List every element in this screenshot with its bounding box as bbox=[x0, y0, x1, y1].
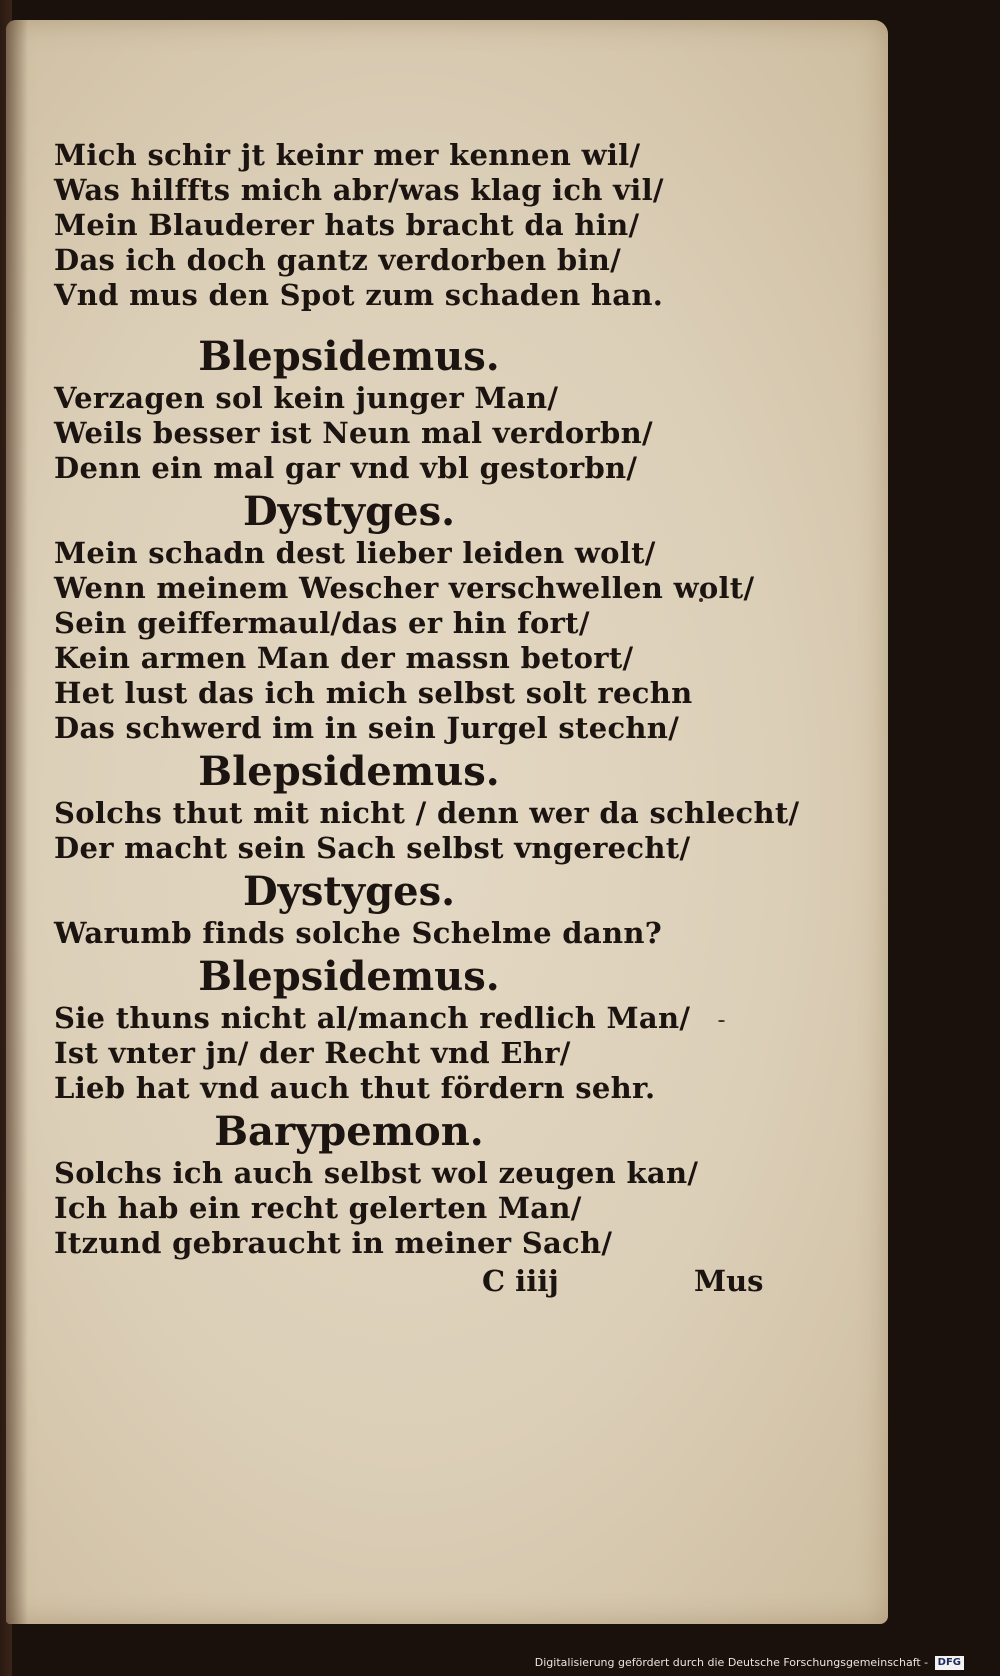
speaker-heading: Blepsidemus. bbox=[198, 333, 500, 380]
verse-line: Das ich doch gantz verdorben bin/ bbox=[54, 243, 622, 277]
verse-line: Vnd mus den Spot zum schaden han. bbox=[54, 278, 664, 312]
speaker-heading: Dystyges. bbox=[242, 488, 456, 535]
verse-line: Warumb finds solche Schelme dann? bbox=[54, 916, 663, 950]
verse-line: Het lust das ich mich selbst solt rechn bbox=[54, 676, 693, 710]
speaker-heading: Dystyges. bbox=[242, 868, 456, 915]
speaker-heading: Blepsidemus. bbox=[198, 748, 500, 795]
book-page bbox=[6, 20, 888, 1624]
verse-line: Sein geiffermaul/das er hin fort/ bbox=[54, 606, 590, 640]
verse-line: Wenn meinem Wescher verschwellen wolt/ bbox=[54, 571, 755, 605]
verse-line: Mich schir jt keinr mer kennen wil/ bbox=[54, 138, 641, 172]
verse-block-3 bbox=[54, 536, 854, 746]
catchword: Mus bbox=[694, 1264, 764, 1298]
verse-line: Solchs thut mit nicht / denn wer da schlecht/ bbox=[54, 796, 800, 830]
digitization-credit bbox=[535, 1654, 964, 1672]
page-footer bbox=[54, 1261, 854, 1301]
verse-line: Was hilffts mich abr/was klag ich vil/ bbox=[54, 173, 664, 207]
verse-block-2 bbox=[54, 381, 854, 486]
verse-line: Sie thuns nicht al/manch redlich Man/ bbox=[54, 1001, 691, 1035]
verse-line: Kein armen Man der massn betort/ bbox=[54, 641, 634, 675]
verse-line: Das schwerd im in sein Jurgel stechn/ bbox=[54, 711, 680, 745]
verse-line: Mein Blauderer hats bracht da hin/ bbox=[54, 208, 640, 242]
verse-line: Weils besser ist Neun mal verdorbn/ bbox=[54, 416, 653, 450]
credit-text: Digitalisierung gefördert durch die Deutsche Forschungsgemeinschaft - bbox=[534, 1656, 929, 1669]
verse-line: Mein schadn dest lieber leiden wolt/ bbox=[54, 536, 656, 570]
verse-line: Ist vnter jn/ der Recht vnd Ehr/ bbox=[54, 1036, 571, 1070]
page-text bbox=[54, 138, 854, 1301]
verse-block-5 bbox=[54, 916, 854, 951]
verse-block-6 bbox=[54, 1001, 854, 1106]
signature-mark: C iiij bbox=[482, 1264, 559, 1298]
dfg-logo: DFG bbox=[935, 1656, 964, 1670]
verse-line: Verzagen sol kein junger Man/ bbox=[54, 381, 559, 415]
verse-line: Itzund gebraucht in meiner Sach/ bbox=[54, 1226, 613, 1260]
verse-block-7 bbox=[54, 1156, 854, 1261]
verse-line: Denn ein mal gar vnd vbl gestorbn/ bbox=[54, 451, 638, 485]
speaker-heading: Barypemon. bbox=[214, 1108, 484, 1155]
verse-block-4 bbox=[54, 796, 854, 866]
verse-line: Der macht sein Sach selbst vngerecht/ bbox=[54, 831, 691, 865]
verse-line: Lieb hat vnd auch thut fördern sehr. bbox=[54, 1071, 656, 1105]
verse-line: Solchs ich auch selbst wol zeugen kan/ bbox=[54, 1156, 699, 1190]
speaker-heading: Blepsidemus. bbox=[198, 953, 500, 1000]
verse-block-1 bbox=[54, 138, 854, 313]
verse-line: Ich hab ein recht gelerten Man/ bbox=[54, 1191, 582, 1225]
